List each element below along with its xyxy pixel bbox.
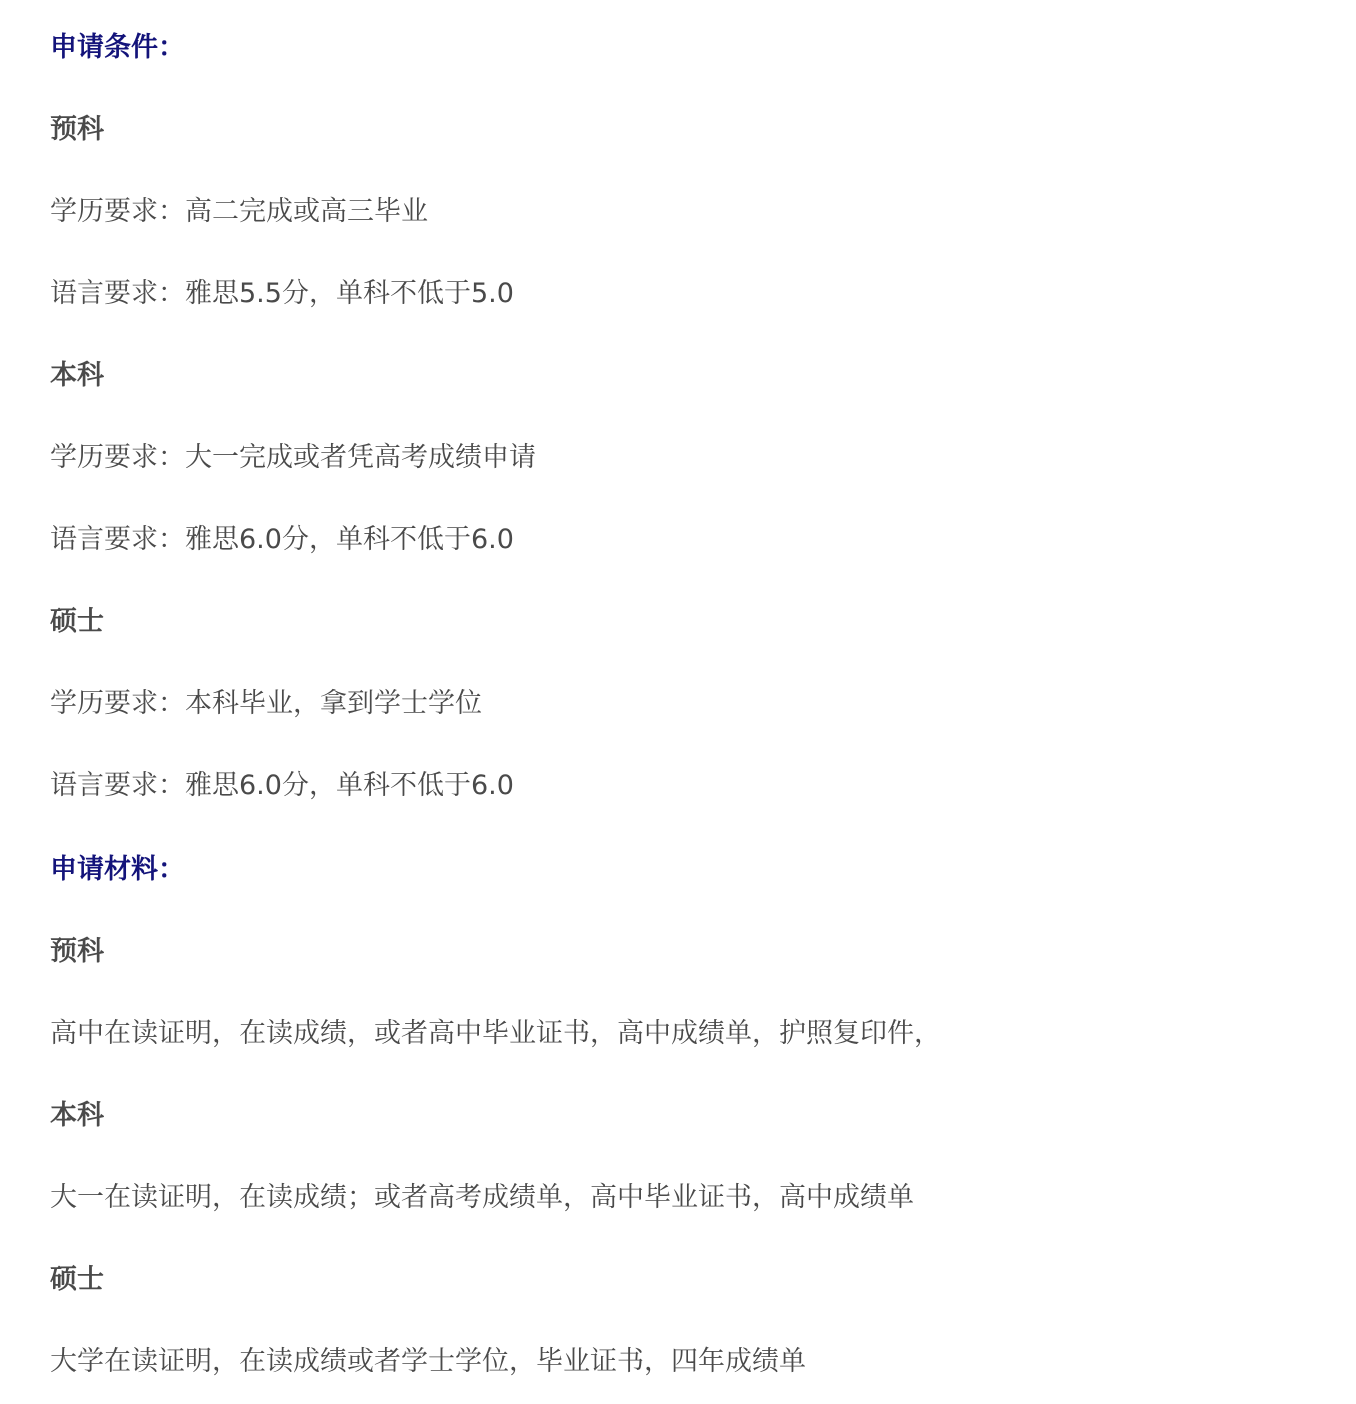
foundation-requirements-label: 预科 — [50, 114, 104, 145]
foundation-materials-text: 高中在读证明，在读成绩，或者高中毕业证书，高中成绩单，护照复印件， — [50, 1018, 941, 1049]
master-materials-label: 硕士 — [50, 1264, 104, 1295]
undergraduate-materials-label: 本科 — [50, 1100, 104, 1131]
undergraduate-requirements-label: 本科 — [50, 360, 104, 391]
requirements-heading: 申请条件： — [50, 32, 185, 63]
undergraduate-materials-text: 大一在读证明，在读成绩；或者高考成绩单，高中毕业证书，高中成绩单 — [50, 1182, 914, 1213]
foundation-education-requirement: 学历要求：高二完成或高三毕业 — [50, 196, 428, 227]
master-requirements-label: 硕士 — [50, 606, 104, 637]
master-education-requirement: 学历要求：本科毕业，拿到学士学位 — [50, 688, 482, 719]
master-materials-text: 大学在读证明，在读成绩或者学士学位，毕业证书，四年成绩单 — [50, 1346, 806, 1377]
materials-heading: 申请材料： — [50, 854, 185, 885]
foundation-materials-label: 预科 — [50, 936, 104, 967]
master-language-requirement: 语言要求：雅思6.0分，单科不低于6.0 — [50, 770, 514, 801]
foundation-language-requirement: 语言要求：雅思5.5分，单科不低于5.0 — [50, 278, 514, 309]
undergraduate-education-requirement: 学历要求：大一完成或者凭高考成绩申请 — [50, 442, 536, 473]
undergraduate-language-requirement: 语言要求：雅思6.0分，单科不低于6.0 — [50, 524, 514, 555]
